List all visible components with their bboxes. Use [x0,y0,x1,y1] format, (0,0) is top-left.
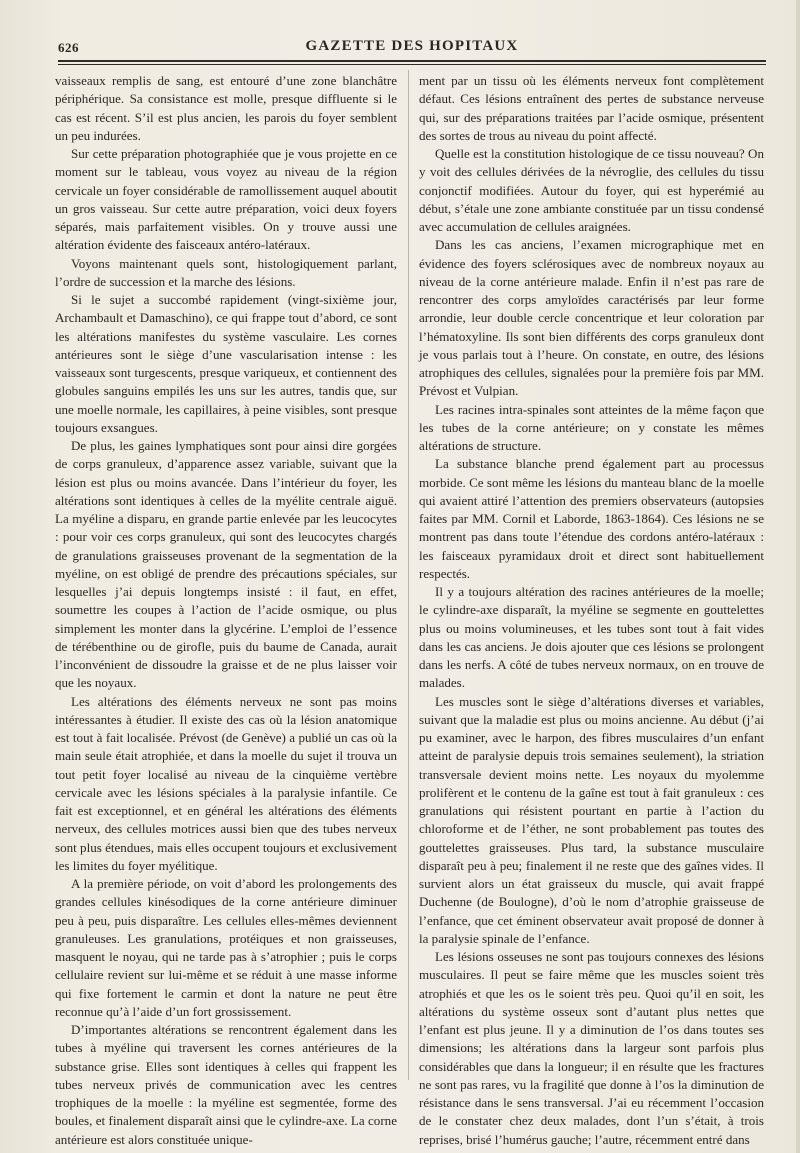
paragraph: Les altérations des éléments nerveux ne sont pas moins intéressantes à étudier. Il existe des cas où la lésion anatomique est tout à fait localisée. Prévost (de Genève) a publié un cas où la main seule était atrophiée, et dans la moelle du sujet il trouva un tout petit foyer localisé au niveau de la cinquième vertèbre cervicale avec les lésions spéciales à la paralysie infantile. Ce fait est exceptionnel, et en général les altérations des éléments nerveux, des cellules motrices aussi bien que des tubes nerveux sont plus étendues, mais elles occupent toujours et exclusivement les limites du foyer myélitique. [55,693,397,873]
paragraph: ment par un tissu où les éléments nerveux font complètement défaut. Ces lésions entraînent des pertes de substance nerveuse qui, sur des préparations traitées par l’acide osmique, présentent des sortes de trous au niveau du point affecté. [419,73,764,143]
paragraph: D’importantes altérations se rencontrent également dans les tubes à myéline qui traversent les cornes antérieures de la substance grise. Elles sont identiques à celles qui frappent les tubes nerveux privés de communication avec les centres trophiques de la moelle : la myéline est segmentée, forme des boules, et finalement disparaît ainsi que le cylindre-axe. La corne antérieure est alors constituée unique- [55,1022,397,1147]
paragraph: Dans les cas anciens, l’examen micrographique met en évidence des foyers sclérosiques avec de nombreux noyaux au niveau de la corne antérieure malade. Enfin il n’est pas rare de rencontrer des corps amyloïdes caractérisés par leur forme arrondie, leur double cercle concentrique et leur coloration par l’hématoxyline. Ils sont bien différents des corps granuleux dont je vous parlais tout à l’heure. On constate, en outre, des lésions atrophiques des cellules, signalées pour la première fois par MM. Prévost et Vulpian. [419,237,764,399]
page-edge [796,0,800,1153]
paragraph: Voyons maintenant quels sont, histologiquement parlant, l’ordre de succession et la marche des lésions. [55,255,397,289]
page-number: 626 [58,40,79,55]
paragraph: De plus, les gaines lymphatiques sont pour ainsi dire gorgées de corps granuleux, d’apparence assez variable, suivant que la lésion est plus ou moins avancée. Dans l’intérieur du foyer, les altérations sont identiques à celles de la myélite centrale aiguë. La myéline a disparu, en grande partie enlevée par les leucocytes : pour voir ces corps granuleux, qui sont des leucocytes chargés de granulations graisseuses provenant de la segmentation de la myéline, on est obligé de prendre des précautions spéciales, sur lesquelles j’ai depuis longtemps insisté : il faut, en effet, soumettre les coupes à l’action de l’acide osmique, ou plus simplement les monter dans la glycérine. L’emploi de l’essence de térébenthine ou de girofle, puis du baume de Canada, aurait l’inconvénient de dissoudre la graisse et de ne plus laisser voir que les noyaux. [55,438,397,691]
right-column [419,72,764,1149]
column-divider [408,70,409,1080]
paragraph: Sur cette préparation photographiée que je vous projette en ce moment sur le tableau, vous voyez au niveau de la région cervicale un foyer considérable de ramollissement auquel aboutit un gros vaisseau. Sur cette autre préparation, voici deux foyers séparés, mais parfaitement visibles. On y trouve aussi une altération évidente des faisceaux antéro-latéraux. [55,146,397,253]
header-rule-thick [58,60,766,62]
page-header [58,36,766,58]
paragraph: La substance blanche prend également part au processus morbide. Ce sont même les lésions du manteau blanc de la moelle qui avaient attiré l’attention des premiers observateurs (autopsies faites par MM. Cornil et Laborde, 1863-1864). Ces lésions ne se montrent pas dans toute l’étendue des cordons antéro-latéraux : les faisceaux pyramidaux droit et direct sont habituellement respectés. [419,456,764,581]
paragraph: Si le sujet a succombé rapidement (vingt-sixième jour, Archambault et Damaschino), ce qui frappe tout d’abord, ce sont les altérations manifestes du système vasculaire. Les cornes antérieures sont le siège d’une vascularisation intense : les vaisseaux sont turgescents, presque variqueux, et contiennent des globules sanguins empilés les uns sur les autres, tandis que, sur une moelle normale, les capillaires, à peine visibles, sont presque toujours exsangues. [55,292,397,435]
left-column [55,72,397,1149]
paragraph: Il y a toujours altération des racines antérieures de la moelle; le cylindre-axe disparaît, la myéline se segmente en gouttelettes plus ou moins volumineuses, et les tubes sont tout à fait vides dans les cas anciens. Je dois ajouter que ces lésions se prolongent dans les nerfs. A côté de tubes nerveux normaux, on en trouve de malades. [419,584,764,691]
header-rule-thin [58,64,766,65]
paragraph: Les muscles sont le siège d’altérations diverses et variables, suivant que la maladie est plus ou moins ancienne. Au début (j’ai pu examiner, avec le harpon, des fibres musculaires d’un enfant atteint de paralysie depuis trois semaines seulement), la striation transversale devient moins nette. Les noyaux du myolemme prolifèrent et le contenu de la gaîne est tout à fait granuleux : ces granulations qui résistent pourtant en partie à l’action du chloroforme et de l’éther, ne sont probablement pas toutes des gouttelettes graisseuses. Plus tard, la substance musculaire disparaît peu à peu; finalement il ne reste que des gaînes vides. Il survient alors un état graisseux du muscle, qui avait frappé Duchenne (de Boulogne), d’où le nom d’atrophie graisseuse de l’enfance, que cet éminent observateur avait proposé de donner à la paralysie spinale de l’enfance. [419,693,764,946]
paragraph: Les lésions osseuses ne sont pas toujours connexes des lésions musculaires. Il peut se faire même que les muscles soient très atrophiés et que les os le soient très peu. Quoi qu’il en soit, les altérations du système osseux sont d’autant plus nettes que l’enfant est plus jeune. Il y a diminution de l’os dans toutes ses dimensions; les altérations dans la largeur sont parfois plus considérables que dans la longueur; il en résulte que les fractures ne sont pas rares, vu la fragilité que donne à l’os la diminution de résistance dans le sens transversal. J’ai eu récemment l’occasion de le constater chez deux malades, dont l’un s’était, à trois reprises, brisé l’humérus gauche; l’autre, récemment entré dans [419,949,764,1147]
paragraph: vaisseaux remplis de sang, est entouré d’une zone blanchâtre périphérique. Sa consistance est molle, presque diffluente si le cas est récent. S’il est plus ancien, les parois du foyer semblent un peu indurées. [55,73,397,143]
paragraph: Quelle est la constitution histologique de ce tissu nouveau? On y voit des cellules dérivées de la névroglie, des cellules du tissu conjonctif modifiées. Autour du foyer, qui est hyperémié au début, s’étale une zone ambiante constituée par un tissu condensé avec accumulation de cellules araignées. [419,146,764,234]
paragraph: A la première période, on voit d’abord les prolongements des grandes cellules kinésodiques de la corne antérieure diminuer peu à peu, puis disparaître. Les cellules elles-mêmes deviennent granuleuses. Les granulations, protéiques et non graisseuses, masquent le noyau, qui ne tarde pas à s’atrophier ; puis le corps cellulaire revient sur lui-même et se réduit à une masse informe qui fixe fortement le carmin et dont la nature ne peut être reconnue qu’à l’aide d’un fort grossissement. [55,876,397,1019]
paragraph: Les racines intra-spinales sont atteintes de la même façon que les tubes de la corne antérieure; on y constate les mêmes altérations de structure. [419,401,764,453]
running-title: GAZETTE DES HOPITAUX [305,38,519,54]
